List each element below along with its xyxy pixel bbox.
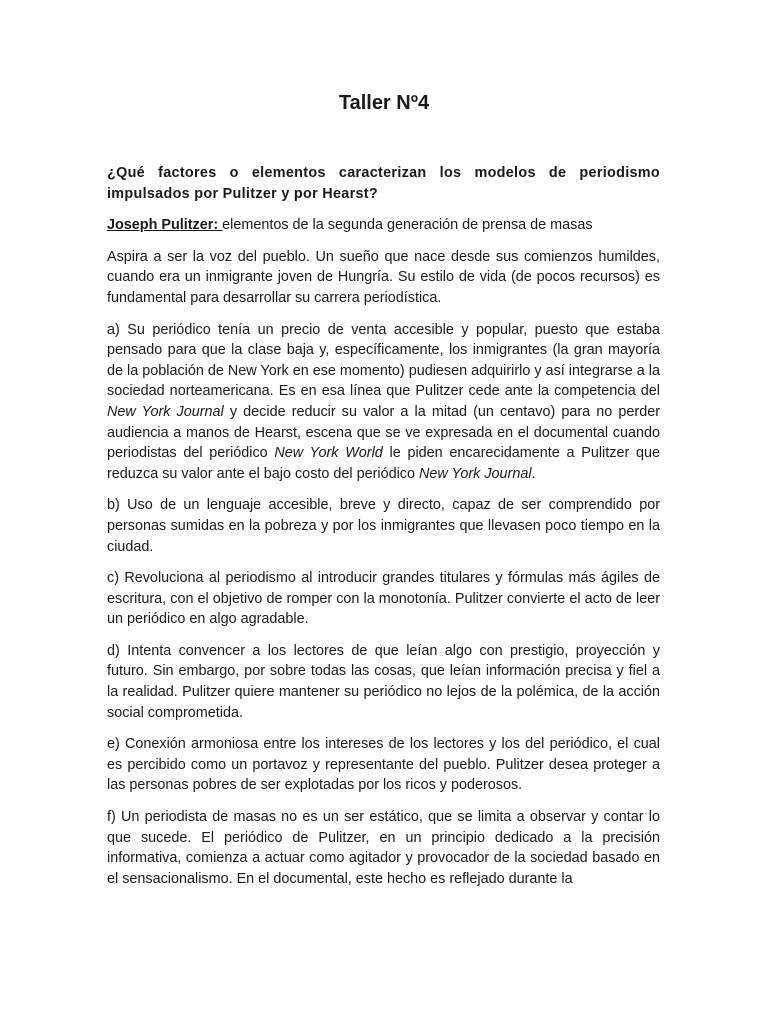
paragraph-d: d) Intenta convencer a los lectores de que leían algo con prestigio, proyección y futuro. Sin embargo, por sobre todas las cosas, que leían información precisa y fiel a la realidad. Pulitzer quiere mantener su periódico no lejos de la polémica, de la acción social comprometida.: [107, 642, 660, 721]
subheading-text: elementos de la segunda generación de prensa de masas: [222, 217, 593, 234]
document-title: Taller Nº4: [338, 92, 430, 114]
subheading-name: Joseph Pulitzer:: [107, 217, 219, 234]
question-heading: ¿Qué factores o elementos caracterizan los modelos de periodismo impulsados por Pulitzer y por Hearst?: [107, 165, 660, 202]
paragraph-a-part1: a) Su periódico tenía un precio de venta accesible y popular, puesto que estaba pensado para que la clase baja y, específicamente, los inmigrantes (la gran mayoría de la población de New York en ese momento) pudiesen adquirirlo y así integrarse a la sociedad norteamericana. Es en esa línea que Pulitzer cede ante la competencia del: [107, 321, 660, 400]
document-body: [107, 163, 660, 900]
paragraph-a-part3: le piden encarecidamente a Pulitzer que reduzca su valor ante el bajo costo del periódico: [107, 445, 660, 482]
paragraph-e: e) Conexión armoniosa entre los intereses de los lectores y los del periódico, el cual es percibido como un portavoz y representante del pueblo. Pulitzer desea proteger a las personas pobres de ser explotadas por los ricos y poderosos.: [107, 736, 660, 794]
paragraph-a: [107, 320, 660, 485]
paragraph-a-italic2: New York World: [274, 445, 383, 462]
paragraph-a-part2: y decide reducir su valor a la mitad (un centavo) para no perder audiencia a manos de Hearst, escena que se ve expresada en el documental cuando periodistas del periódico: [107, 403, 660, 462]
paragraph-f: f) Un periodista de masas no es un ser estático, que se limita a observar y contar lo que sucede. El periódico de Pulitzer, en un principio dedicado a la precisión informativa, comienza a actuar como agitador y provocador de la sociedad basado en el sensacionalismo. En el documental, este hecho es reflejado durante la: [107, 809, 660, 887]
paragraph-c: c) Revoluciona al periodismo al introducir grandes titulares y fórmulas más ágiles de escritura, con el objetivo de romper con la monotonía. Pulitzer convierte el acto de leer un periódico en algo agradable.: [107, 570, 660, 628]
subheading: [107, 215, 660, 236]
paragraph-b: b) Uso de un lenguaje accesible, breve y directo, capaz de ser comprendido por personas sumidas en la pobreza y por los inmigrantes que llevasen poco tiempo en la ciudad.: [107, 497, 660, 555]
paragraph-a-italic1: New York Journal: [107, 403, 224, 420]
paragraph-a-italic3: New York Journal: [419, 465, 532, 482]
paragraph-a-part4: .: [531, 465, 536, 482]
intro-paragraph: Aspira a ser la voz del pueblo. Un sueño que nace desde sus comienzos humildes, cuando era un inmigrante joven de Hungría. Su estilo de vida (de pocos recursos) es fundamental para desarrollar su carrera periodística.: [107, 248, 660, 306]
